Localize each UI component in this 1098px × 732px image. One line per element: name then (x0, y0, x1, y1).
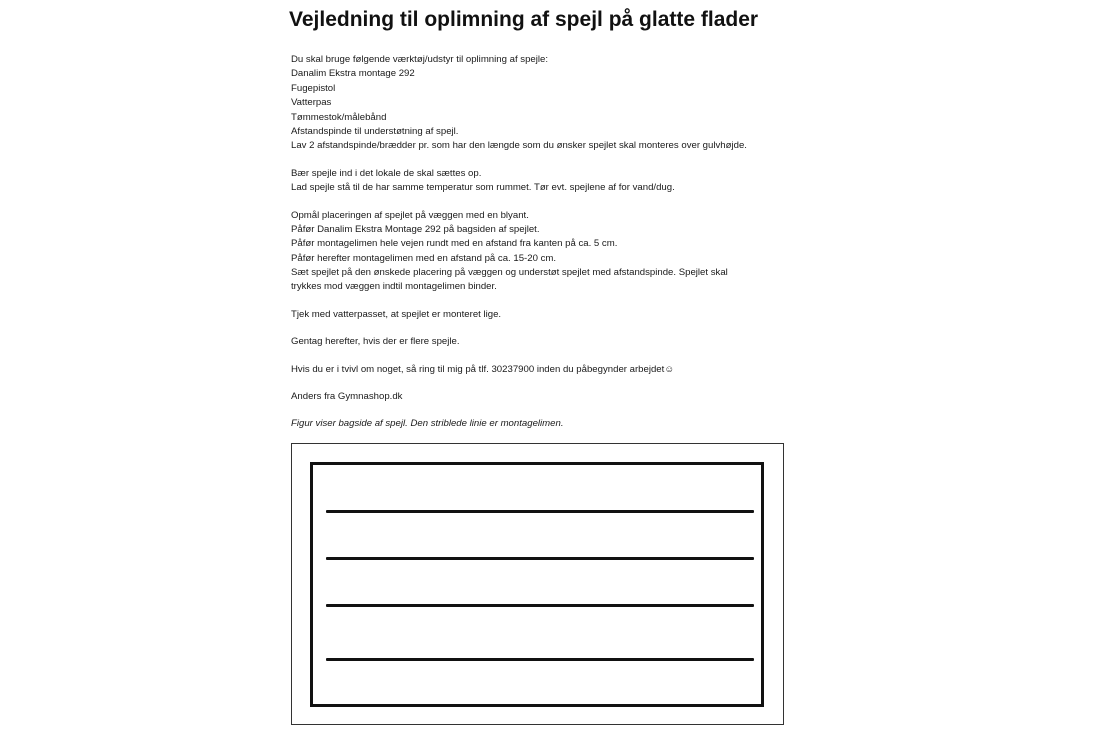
tool-item: Afstandspinde til understøtning af spejl. (291, 125, 459, 137)
glue-line (326, 557, 754, 560)
tool-item: Vatterpas (291, 97, 332, 109)
tool-item: Lav 2 afstandspinde/brædder pr. som har den længde som du ønsker spejlet skal monteres over gulvhøjde. (291, 140, 747, 152)
instruction-line: Lad spejle stå til de har samme temperatur som rummet. Tør evt. spejlene af for vand/dug. (291, 182, 675, 194)
instruction-line: trykkes mod væggen indtil montagelimen binder. (291, 281, 497, 293)
glue-line (326, 604, 754, 607)
instruction-line: Påfør Danalim Ekstra Montage 292 på bagsiden af spejlet. (291, 223, 540, 235)
document-title: Vejledning til oplimning af spejl på glatte flader (289, 8, 759, 31)
figure-caption: Figur viser bagside af spejl. Den striblede linie er montagelimen. (291, 418, 564, 430)
instruction-line: Tjek med vatterpasset, at spejlet er monteret lige. (291, 308, 502, 320)
tool-item: Fugepistol (291, 82, 336, 94)
instruction-line: Gentag herefter, hvis der er flere spejle. (291, 336, 460, 348)
instruction-line: Påfør montagelimen hele vejen rundt med en afstand fra kanten på ca. 5 cm. (291, 238, 618, 250)
contact-line: Hvis du er i tvivl om noget, så ring til mig på tlf. 30237900 inden du påbegynder arbejdet☺ (291, 363, 675, 375)
intro-line: Du skal bruge følgende værktøj/udstyr til oplimning af spejle: (291, 54, 549, 65)
tool-item: Danalim Ekstra montage 292 (291, 68, 415, 80)
instructions-body (291, 53, 831, 432)
glue-line (326, 658, 754, 661)
signature-line: Anders fra Gymnashop.dk (291, 391, 403, 403)
instruction-line: Opmål placeringen af spejlet på væggen med en blyant. (291, 209, 529, 221)
instruction-line: Bær spejle ind i det lokale de skal sættes op. (291, 167, 482, 179)
mirror-outline (310, 462, 764, 707)
mirror-back-figure (291, 443, 784, 725)
tool-item: Tømmestok/målebånd (291, 111, 387, 123)
instruction-line: Sæt spejlet på den ønskede placering på væggen og understøt spejlet med afstandspinde. Spejlet skal (291, 267, 728, 279)
glue-line (326, 510, 754, 513)
instruction-line: Påfør herefter montagelimen med en afstand på ca. 15-20 cm. (291, 252, 557, 264)
